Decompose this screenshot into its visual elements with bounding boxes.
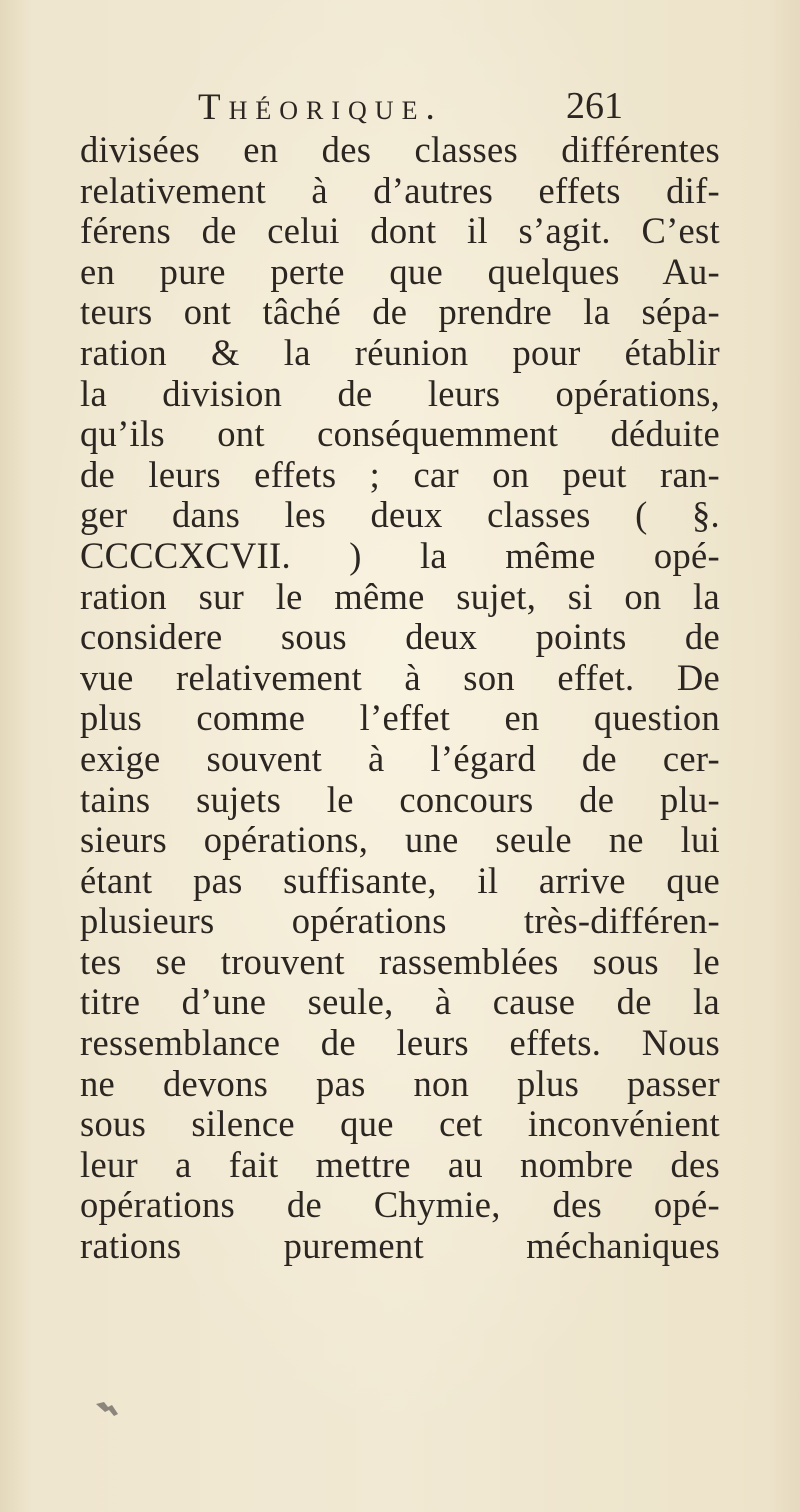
text-line: tains sujets le concours de plu-: [80, 778, 720, 820]
text-line: tes se trouvent rassemblées sous le: [80, 940, 720, 982]
text-line: plus comme l’effet en question: [80, 697, 720, 739]
text-line: titre d’une seule, à cause de la: [80, 981, 720, 1023]
page-number: 261: [566, 85, 623, 127]
text-line: CCCCXCVII. ) la même opé-: [80, 534, 720, 576]
text-line: ressemblance de leurs effets. Nous: [80, 1022, 720, 1064]
text-line: divisées en des classes différentes: [80, 129, 720, 170]
text-line: qu’ils ont conséquemment déduite: [80, 413, 720, 455]
text-line: ger dans les deux classes ( §.: [80, 494, 720, 536]
text-line: considere sous deux points de: [80, 616, 720, 658]
text-line: plusieurs opérations très-différen-: [80, 900, 720, 942]
body-text: [80, 130, 720, 1267]
text-line: teurs ont tâché de prendre la sépa-: [80, 291, 720, 333]
text-line: férens de celui dont il s’agit. C’est: [80, 210, 720, 252]
text-line: ration sur le même sujet, si on la: [80, 575, 720, 617]
text-line: ne devons pas non plus passer: [80, 1062, 720, 1104]
running-head: Théorique.: [198, 87, 443, 128]
text-line: vue relativement à son effet. De: [80, 656, 720, 698]
text-line: exige souvent à l’égard de cer-: [80, 737, 720, 779]
page-header: [0, 82, 800, 132]
text-line: ration & la réunion pour établir: [80, 331, 720, 373]
text-line: leur a fait mettre au nombre des: [80, 1143, 720, 1185]
text-line: en pure perte que quelques Au-: [80, 250, 720, 292]
text-line: étant pas suffisante, il arrive que: [80, 859, 720, 901]
ink-blot-icon: [94, 1398, 122, 1418]
text-line: la division de leurs opérations,: [80, 372, 720, 414]
text-line: rations purement méchaniques: [80, 1225, 720, 1267]
text-line: sieurs opérations, une seule ne lui: [80, 819, 720, 861]
text-line: sous silence que cet inconvénient: [80, 1103, 720, 1145]
text-line: de leurs effets ; car on peut ran-: [80, 453, 720, 495]
text-line: opérations de Chymie, des opé-: [80, 1184, 720, 1226]
text-line: relativement à d’autres effets dif-: [80, 169, 720, 211]
